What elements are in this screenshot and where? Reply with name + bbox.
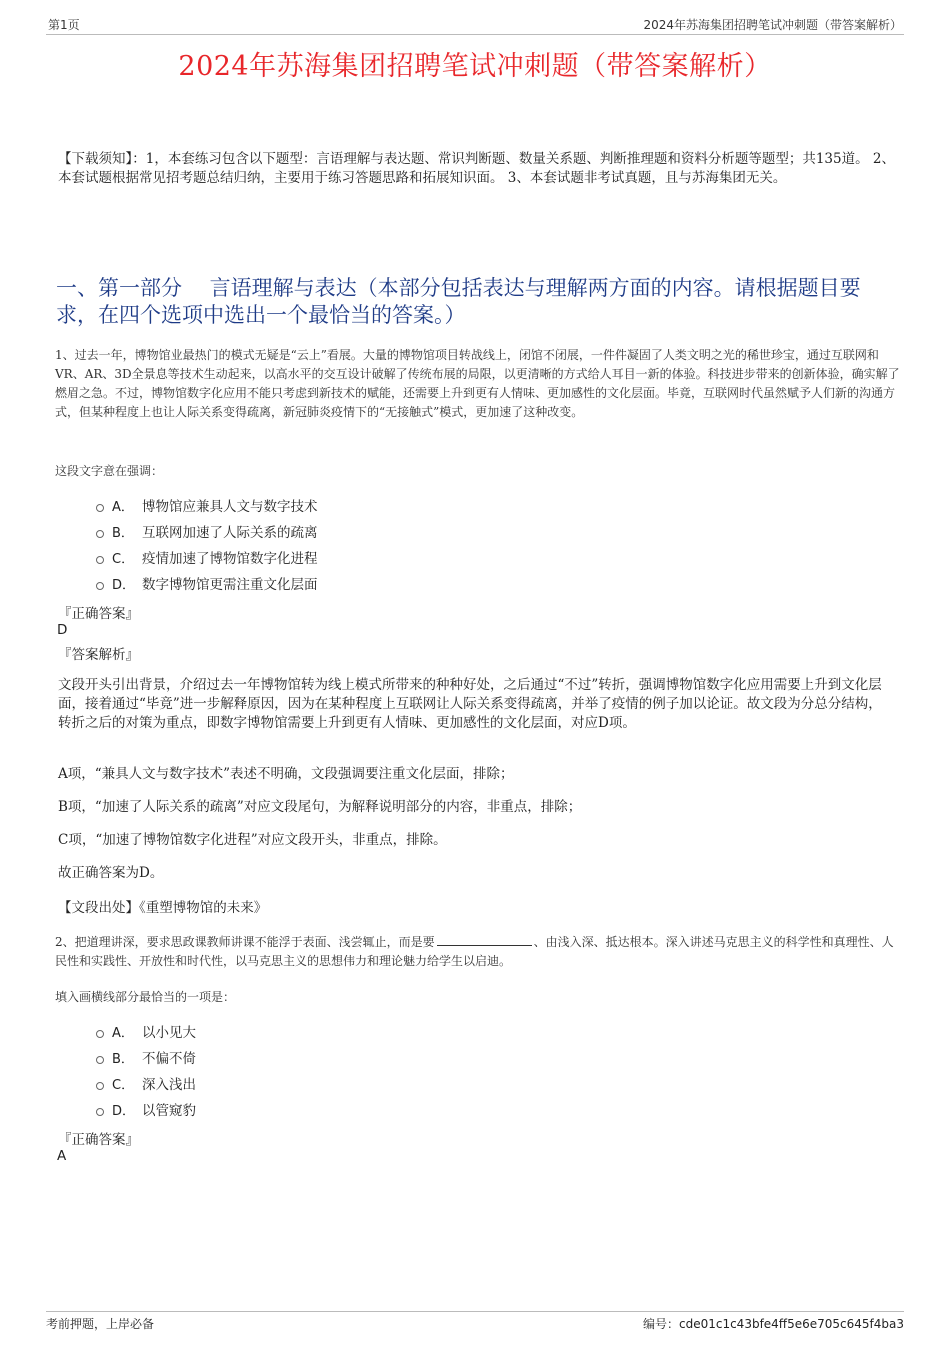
option-b[interactable]: B． 不偏不倚 — [96, 1044, 196, 1070]
radio-icon[interactable] — [96, 1082, 104, 1090]
option-a[interactable]: A． 博物馆应兼具人文与数字技术 — [96, 492, 318, 518]
question-2-text: 2、把道理讲深，要求思政课教师讲课不能浮于表面、浅尝辄止，而是要 、由浅入深、抵达根本。深入讲述马克思主义的科学性和真理性、人民性和实践性、开放性和时代性，以马克思主义的思想伟力和理论魅力给学生以启迪。 — [55, 935, 894, 968]
radio-icon[interactable] — [96, 504, 104, 512]
header-doc-name: 2024年苏海集团招聘笔试冲刺题（带答案解析） — [643, 18, 902, 32]
document-title: 2024年苏海集团招聘笔试冲刺题（带答案解析） — [178, 51, 772, 82]
radio-icon[interactable] — [96, 582, 104, 590]
radio-icon[interactable] — [96, 530, 104, 538]
section-title: 一、第一部分 言语理解与表达（本部分包括表达与理解两方面的内容。请根据题目要求，在四个选项中选出一个最恰当的答案。） — [56, 276, 861, 327]
fill-blank — [437, 934, 532, 946]
download-notice: 【下载须知】：1，本套练习包含以下题型：言语理解与表达题、常识判断题、数量关系题、判断推理题和资料分析题等题型；共135道。 2、本套试题根据常见招考题总结归纳，主要用于练习答题思路和拓展知识面。 3、本套试题非考试真题，且与苏海集团无关。 — [58, 151, 895, 186]
page-number: 第1页 — [48, 18, 80, 32]
option-d[interactable]: D． 以管窥豹 — [96, 1096, 196, 1122]
radio-icon[interactable] — [96, 556, 104, 564]
answer-label: 『正确答案』 — [58, 606, 139, 622]
option-a[interactable]: A． 以小见大 — [96, 1018, 196, 1044]
analysis-label: 『答案解析』 — [58, 647, 139, 663]
page-footer — [46, 1311, 904, 1334]
analysis-conclusion: 故正确答案为D。 — [58, 865, 164, 881]
passage-source: 【文段出处】《重塑博物馆的未来》 — [58, 900, 268, 916]
question-1-text: 1、过去一年，博物馆业最热门的模式无疑是“云上”看展。大量的博物馆项目转战线上，闭馆不闭展，一件件凝固了人类文明之光的稀世珍宝，通过互联网和VR、AR、3D全景息等技术生动起来，以高水平的交互设计破解了传统布展的局限，以更清晰的方式给人耳目一新的体验。科技进步带来的创新体验，确实解了燃眉之急。不过，博物馆数字化应用不能只考虑到新技术的赋能，还需要上升到更有人情味、更加感性的文化层面。毕竟，互联网时代虽然赋予人们新的沟通方式，但某种程度上也让人际关系变得疏离，新冠肺炎疫情下的“无接触式”模式，更加速了这种改变。 — [55, 348, 900, 419]
question-2-options — [96, 1018, 196, 1122]
analysis-option-c: C项，“加速了博物馆数字化进程”对应文段开头，非重点，排除。 — [58, 832, 447, 848]
question-1-options — [96, 492, 318, 596]
question-2-prompt: 填入画横线部分最恰当的一项是： — [55, 990, 236, 1004]
radio-icon[interactable] — [96, 1108, 104, 1116]
answer-value: D — [57, 622, 68, 638]
option-b[interactable]: B． 互联网加速了人际关系的疏离 — [96, 518, 318, 544]
question-1-prompt: 这段文字意在强调： — [55, 464, 164, 478]
page-header — [46, 14, 904, 35]
answer-label: 『正确答案』 — [58, 1132, 139, 1148]
option-c[interactable]: C． 疫情加速了博物馆数字化进程 — [96, 544, 318, 570]
footer-slogan: 考前押题，上岸必备 — [46, 1317, 155, 1331]
footer-code: 编号：cde01c1c43bfe4ff5e6e705c645f4ba3 — [642, 1317, 904, 1331]
radio-icon[interactable] — [96, 1056, 104, 1064]
analysis-option-b: B项，“加速了人际关系的疏离”对应文段尾句，为解释说明部分的内容，非重点，排除； — [58, 799, 582, 815]
analysis-option-a: A项，“兼具人文与数字技术”表述不明确，文段强调要注重文化层面，排除； — [58, 766, 514, 782]
radio-icon[interactable] — [96, 1030, 104, 1038]
analysis-paragraph: 文段开头引出背景，介绍过去一年博物馆转为线上模式所带来的种种好处，之后通过“不过”转折，强调博物馆数字化应用需要上升到文化层面，接着通过“毕竟”进一步解释原因，因为在某种程度上互联网让人际关系变得疏离，并举了疫情的例子加以论证。故文段为分总分结构，转折之后的对策为重点，即数字博物馆需要上升到更有人情味、更加感性的文化层面，对应D项。 — [58, 677, 882, 731]
option-d[interactable]: D． 数字博物馆更需注重文化层面 — [96, 570, 318, 596]
answer-value: A — [57, 1148, 67, 1164]
option-c[interactable]: C． 深入浅出 — [96, 1070, 196, 1096]
